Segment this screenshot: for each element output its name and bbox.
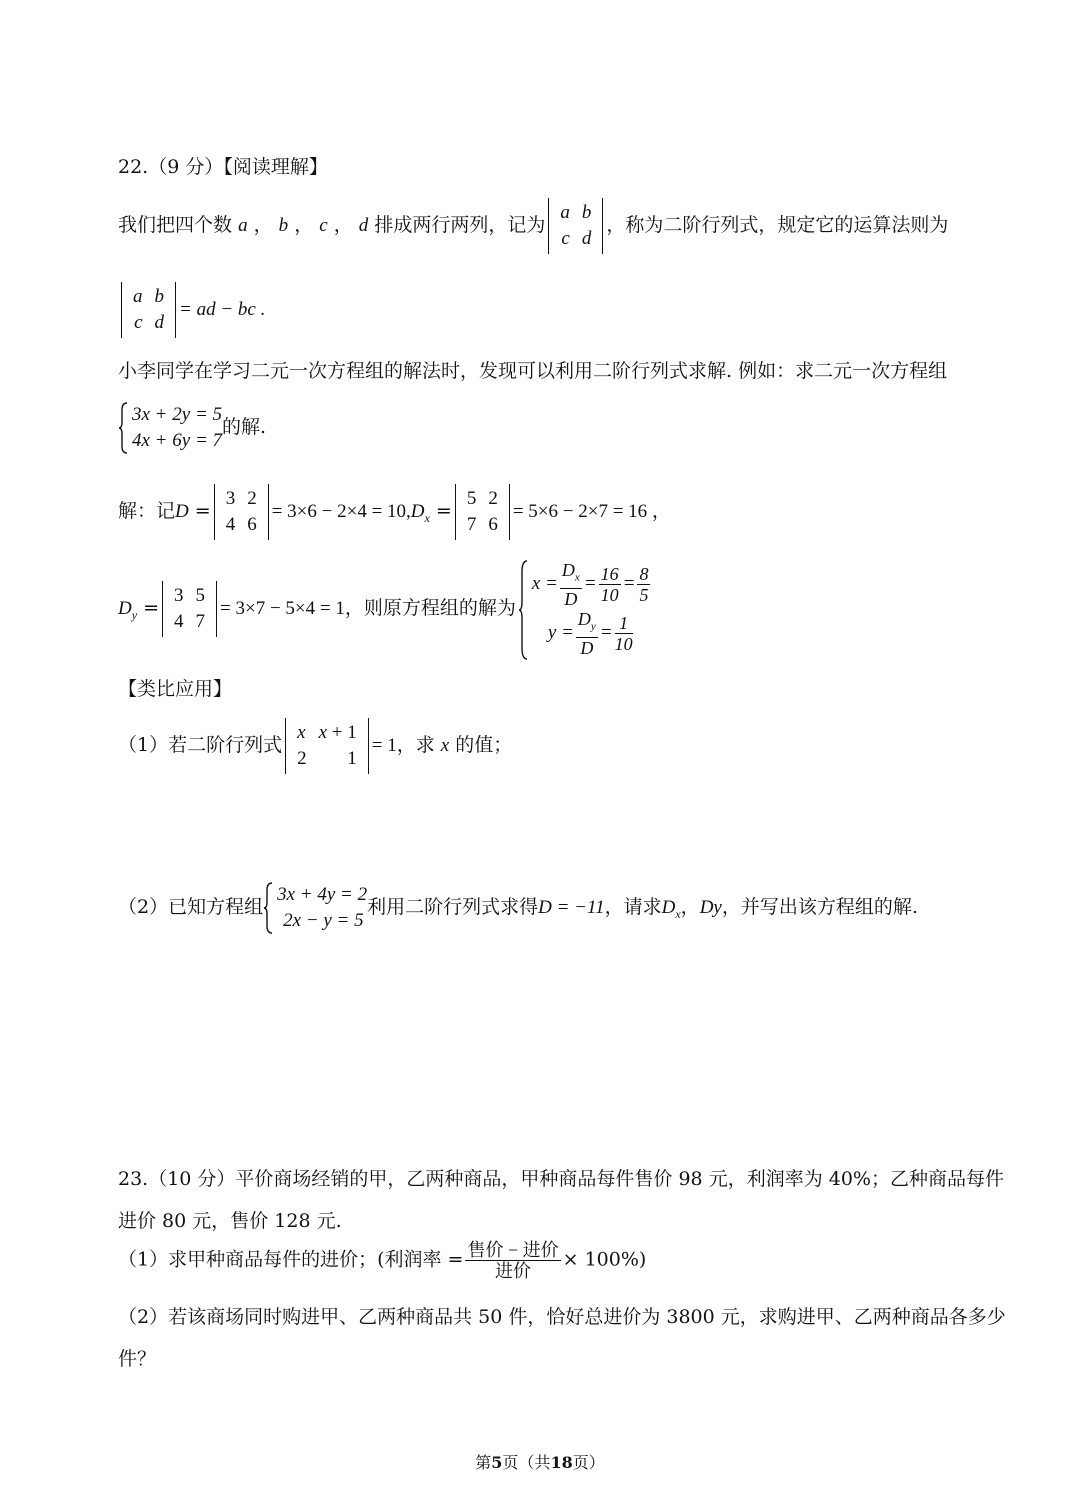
q22-analog-header: 【类比应用】	[118, 678, 233, 700]
q22-solution-line1: 解：记D = 3 2 4 6 = $3\times 6 - 2\times 4 = 10,D_x$ = 5 2 7 6 = 5×6 − 2×7 = 16 ，	[118, 484, 671, 540]
q23-part1: （1）求甲种商品每件的进价；(利润率 = $\frac{\text{售价 − 进价}}{\text{进价}}$ × 100%)	[118, 1240, 647, 1281]
q23-line2: 进价 80 元，售价 128 元.	[118, 1210, 342, 1232]
q22-part1: （1）若二阶行列式 x x + 1 2 1 = 1，求 x 的值；	[118, 718, 512, 774]
q22-rule: a b c d = ad − bc .	[118, 282, 265, 338]
q23-part2-line2: 件？	[118, 1348, 157, 1370]
q22-intro: 我们把四个数 a ， b ， c ， d 排成两行两列，记为 a b c d ，称为二阶行列式，规定它的运算法则为	[118, 198, 948, 254]
page-footer: 第5页（共18页）	[475, 1453, 605, 1472]
q23-part2-line1: （2）若该商场同时购进甲、乙两种商品共 50 件，恰好总进价为 3800 元，求购进甲、乙两种商品各多少	[118, 1306, 1006, 1328]
q22-text2: 小李同学在学习二元一次方程组的解法时，发现可以利用二阶行列式求解. 例如：求二元一次方程组	[118, 360, 948, 382]
q22-part2: （2）已知方程组 3x + 4y = 2 2x − y = 5 利用二阶行列式求得D = −11，请求$D_x$，Dy，并写出该方程组的解.	[118, 884, 918, 931]
q22-example-system: 3x + 2y = 5 4x + 6y = 7 的解.	[118, 402, 266, 454]
determinant-abcd: a b c d	[548, 198, 603, 254]
q22-solution-line2: $D_y$ = 3 5 4 7 = 3×7 − 5×4 = 1，则原方程组的解为 x = $\frac{D_x}{D}$ = $\frac{16}{10}$ = $\frac{8}{5}$ y = $\frac{D_y}{D}$ = $\frac{1}{10}$	[118, 560, 649, 658]
q22-header: 22.（9 分）【阅读理解】	[118, 156, 328, 178]
q23-line1: 23.（10 分）平价商场经销的甲，乙两种商品，甲种商品每件售价 98 元，利润率为 40%；乙种商品每件	[118, 1168, 1004, 1190]
